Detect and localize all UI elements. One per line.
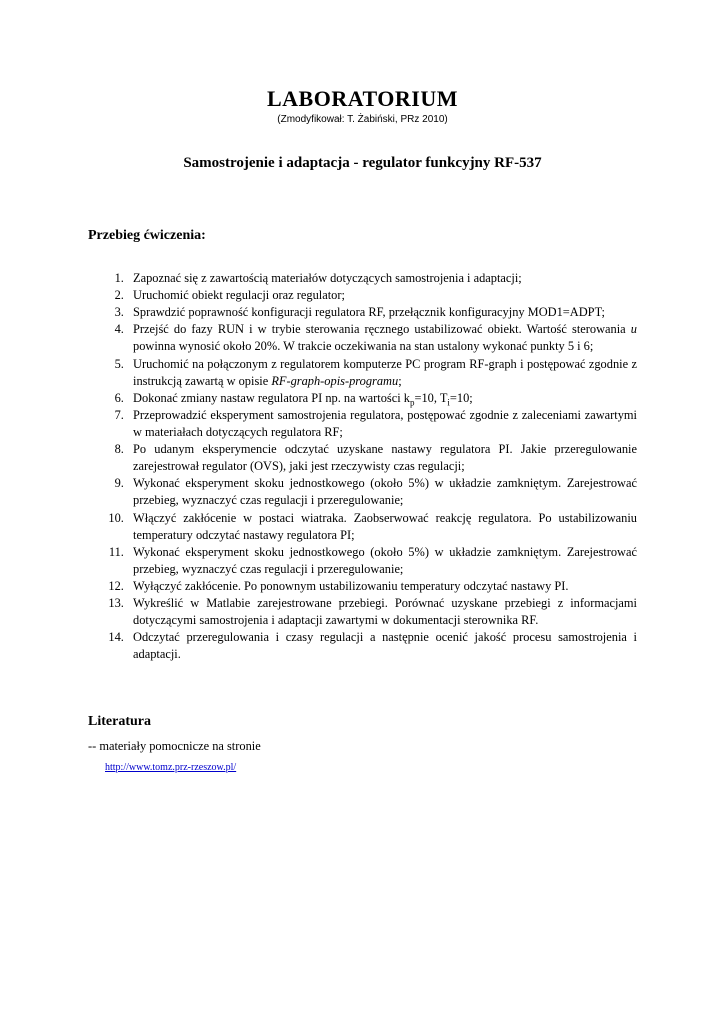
procedure-item: 7. Przeprowadzić eksperyment samostrojenia regulatora, postępować zgodnie z zaleceniami zawartymi w materiałach dotyczących regulatora RF; — [127, 407, 637, 441]
procedure-item: 2. Uruchomić obiekt regulacji oraz regulator; — [127, 287, 637, 304]
section-procedure-title: Przebieg ćwiczenia: — [88, 228, 206, 243]
procedure-item: 6. Dokonać zmiany nastaw regulatora PI np. na wartości $k_p=10$, $T_i=10$; — [127, 390, 637, 407]
procedure-item: 10. Włączyć zakłócenie w postaci wiatraka. Zaobserwować reakcję regulatora. Po ustabilizowaniu temperatury odczytać nastawy regulatora PI; — [127, 510, 637, 544]
procedure-item: 13. Wykreślić w Matlabie zarejestrowane przebiegi. Porównać uzyskane przebiegi z informacjami dotyczącymi samostrojenia i adaptacji zawartymi w dokumentacji sterownika RF. — [127, 595, 637, 629]
document-title: LABORATORIUM — [267, 86, 458, 111]
procedure-item: 3. Sprawdzić poprawność konfiguracji regulatora RF, przełącznik konfiguracyjny MOD1=ADPT; — [127, 304, 637, 321]
procedure-item: 11. Wykonać eksperyment skoku jednostkowego (około 5%) w układzie zamkniętym. Zarejestrować przebieg, wyznaczyć czas regulacji i przeregulowanie; — [127, 544, 637, 578]
procedure-item: 8. Po udanym eksperymencie odczytać uzyskane nastawy regulatora PI. Jakie przeregulowanie zarejestrował regulator (OVS), jaki jest rzeczywisty czas regulacji; — [127, 441, 637, 475]
procedure-item: 14. Odczytać przeregulowania i czasy regulacji a następnie ocenić jakość procesu samostrojenia i adaptacji. — [127, 629, 637, 663]
procedure-list — [88, 270, 637, 664]
procedure-item: 12. Wyłączyć zakłócenie. Po ponownym ustabilizowaniu temperatury odczytać nastawy PI. — [127, 578, 637, 595]
document-heading: Samostrojenie i adaptacja - regulator funkcyjny RF-537 — [183, 155, 542, 171]
procedure-item: 1. Zapoznać się z zawartością materiałów dotyczących samostrojenia i adaptacji; — [127, 270, 637, 287]
literature-note: -- materiały pomocnicze na stronie — [88, 738, 261, 753]
literature-link[interactable]: http://www.tomz.prz-rzeszow.pl/ — [105, 761, 237, 773]
procedure-item: 9. Wykonać eksperyment skoku jednostkowego (około 5%) w układzie zamkniętym. Zarejestrować przebieg, wyznaczyć czas regulacji i przeregulowanie; — [127, 475, 637, 509]
document-subtitle: (Zmodyfikował: T. Żabiński, PRz 2010) — [277, 114, 448, 125]
procedure-item: 4. Przejść do fazy RUN i w trybie sterowania ręcznego ustabilizować obiekt. Wartość sterowania u powinna wynosić około 20%. W trakcie oczekiwania na stan ustalony wykonać punkty 5 i 6; — [127, 321, 637, 355]
procedure-item: 5. Uruchomić na połączonym z regulatorem komputerze PC program RF-graph i postępować zgodnie z instrukcją zawartą w opisie RF-graph-opis-programu; — [127, 356, 637, 390]
section-literature-title: Literatura — [88, 713, 151, 729]
